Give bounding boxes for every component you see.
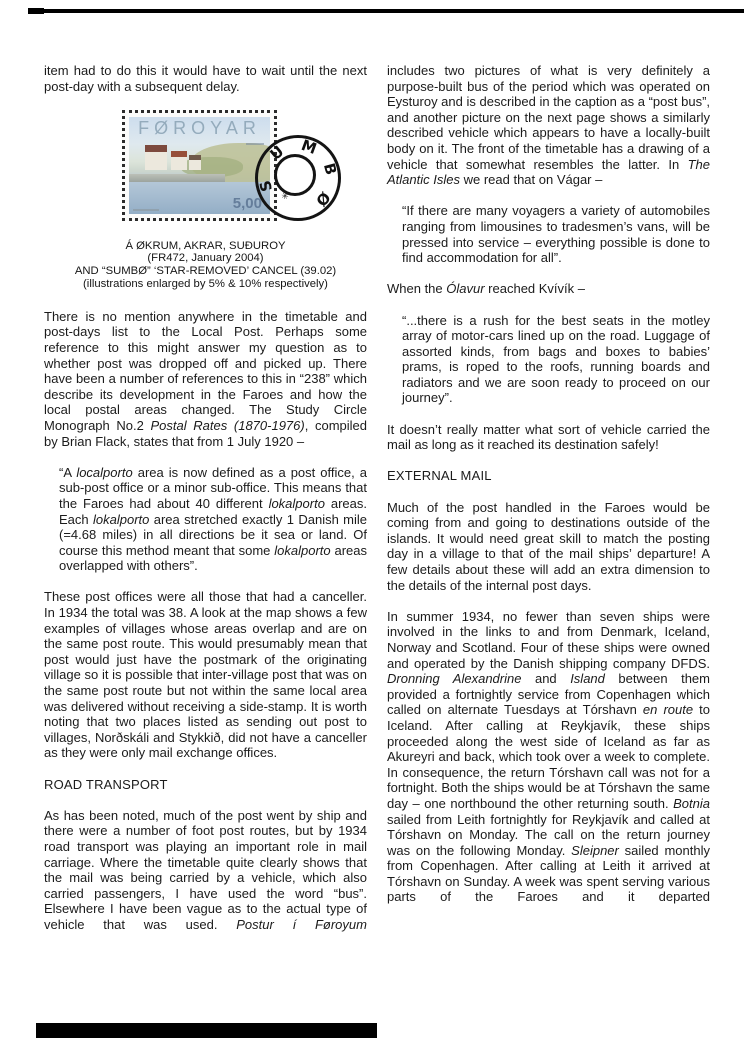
stamp-house <box>145 145 167 170</box>
figure-caption <box>44 240 367 291</box>
paragraph: When the Ólavur reached Kvívík – <box>387 281 586 297</box>
paragraph: It doesn’t really matter what sort of vehicle carried the mail as long as it reached its destination safely! <box>387 421 710 453</box>
paragraph: item had to do this it would have to wait until the next post-day with a subsequent delay. <box>44 63 367 94</box>
caption-line: AND “SUMBØ” ‘STAR-REMOVED’ CANCEL (39.02) <box>74 265 337 278</box>
stamp-country-name: FØROYAR <box>138 117 261 138</box>
cancel-letter: S <box>255 178 277 194</box>
block-quote: “...there is a rush for the best seats in the motley array of motor-cars lined up on the road. Luggage of assorted kinds, from bags and boxes to babies’ prams, is roped to the roofs, running boards and radiators and we are soon ready to proceed on our journey”. <box>402 312 710 406</box>
stamp-image <box>122 110 277 221</box>
paragraph: Much of the post handled in the Faroes would be coming from and going to destinations outside of the islands. It would need great skill to match the posting day in a village to that of the mail ships’ departure! A few details about these will add an extra dimension to the details of the internal post days. <box>387 499 710 593</box>
caption-line: (illustrations enlarged by 5% & 10% respectively) <box>83 277 328 290</box>
cancel-star-remnant-icon: ✳ <box>279 189 290 202</box>
page-body <box>44 63 710 948</box>
left-column <box>44 63 367 948</box>
scan-artifact-top-bar <box>30 9 744 13</box>
paragraph: includes two pictures of what is very definitely a purpose-built bus of the period which was operated on Eysturoy and is described in the caption as a “post bus”, and another picture on the next page shows a similarly described vehicle which appears to have a locally-built body on it. The front of the timetable has a drawing of a vehicle that somewhat resembles the latter. In The Atlantic Isles we read that on Vágar – <box>387 63 711 188</box>
block-quote: “A localporto area is now defined as a post office, a sub-post office or a minor sub-office. This means that the Faroes had about 40 different lokalporto areas. Each lokalporto area stretched exactly 1 Danish mile (=4.68 miles) in all directions be it sea or land. Of course this method meant that some lokalporto areas overlapped with others”. <box>59 464 368 574</box>
paragraph: There is no mention anywhere in the timetable and post-days list to the Local Post. Perhaps some reference to this might answer my question as to whether post was dropped off and picked up. There have been a number of references to this in “238” which describe its development in the Faroes and how the local postal areas changed. The Study Circle Monograph No.2 Postal Rates (1870-1976), compiled by Brian Flack, states that from 1 July 1920 – <box>44 308 367 449</box>
caption-line: (FR472, January 2004) <box>147 252 264 265</box>
paragraph: These post offices were all those that had a canceller. In 1934 the total was 38. A look at the map shows a few examples of villages whose areas overlap and are on the same post route. This would presumably mean that post would just have the postmark of the originating village so it is possible that inter-village post that was on the same post route but not within the same local area was delivered without receiving a side-stamp. It is worth noting that two places listed as sending out post to villages, Norðskáli and Stykkið, did not have a canceller as they were only mail exchange offices. <box>44 589 367 761</box>
paragraph: As has been noted, much of the post went by ship and there were a number of foot post routes, but by 1934 road transport was playing an important role in mail carriage. Where the timetable quite clearly shows that the mail was being carried by a vehicle, which also carried passengers, I have used the word “bus”. Elsewhere I have been vague as to the actual type of vehicle that was used. Postur í Føroyum <box>44 807 367 932</box>
scan-artifact-bottom-bar <box>36 1023 377 1038</box>
paragraph: In summer 1934, no fewer than seven ships were involved in the links to and from Denmark, Iceland, Norway and Scotland. Four of these ships were owned and operated by the Danish shipping company DFDS. Dronning Alexandrine and Island between them provided a fortnightly service from Copenhagen which called on alternate Tuesdays at Tórshavn en route to Iceland. After calling at Reykjavík, these ships proceeded along the west side of Iceland as far as Akureyri and back, which took over a week to complete. In consequence, the return Tórshavn call was not for a fortnight. Both the ships would be at Tórshavn the same day – one northbound the other returning south. Botnia sailed from Leith fortnightly for Reykjavík and called at Tórshavn on Monday. The call on the return journey was on the following Monday. Sleipner sailed monthly from Copenhagen. After calling at Leith it arrived at Tórshavn on Sunday. A week was spent serving various parts of the Faroes and it departed <box>387 608 710 905</box>
cancel-letter: Ø <box>312 188 335 210</box>
cancel-letter: B <box>319 160 341 177</box>
section-heading-external-mail: EXTERNAL MAIL <box>387 468 492 484</box>
stamp-house <box>171 151 187 170</box>
postal-cancel-mark <box>255 135 341 221</box>
section-heading-road-transport: ROAD TRANSPORT <box>44 776 168 792</box>
stamp-artist-credit <box>133 209 159 211</box>
stamp-figure <box>44 110 367 292</box>
caption-line: Á ØKRUM, AKRAR, SUÐUROY <box>125 239 286 252</box>
stamp-denomination: 5,00 <box>232 194 262 212</box>
cancel-letter: M <box>298 135 320 158</box>
block-quote: “If there are many voyagers a variety of automobiles ranging from limousines to tradesmen’s vans, will be pressed into service – everything possible is done to find accommodation for all”. <box>402 203 710 266</box>
stamp-artwork <box>129 117 270 214</box>
stamp-house <box>189 155 201 170</box>
cancel-letter: U <box>266 141 288 164</box>
right-column <box>387 63 710 948</box>
